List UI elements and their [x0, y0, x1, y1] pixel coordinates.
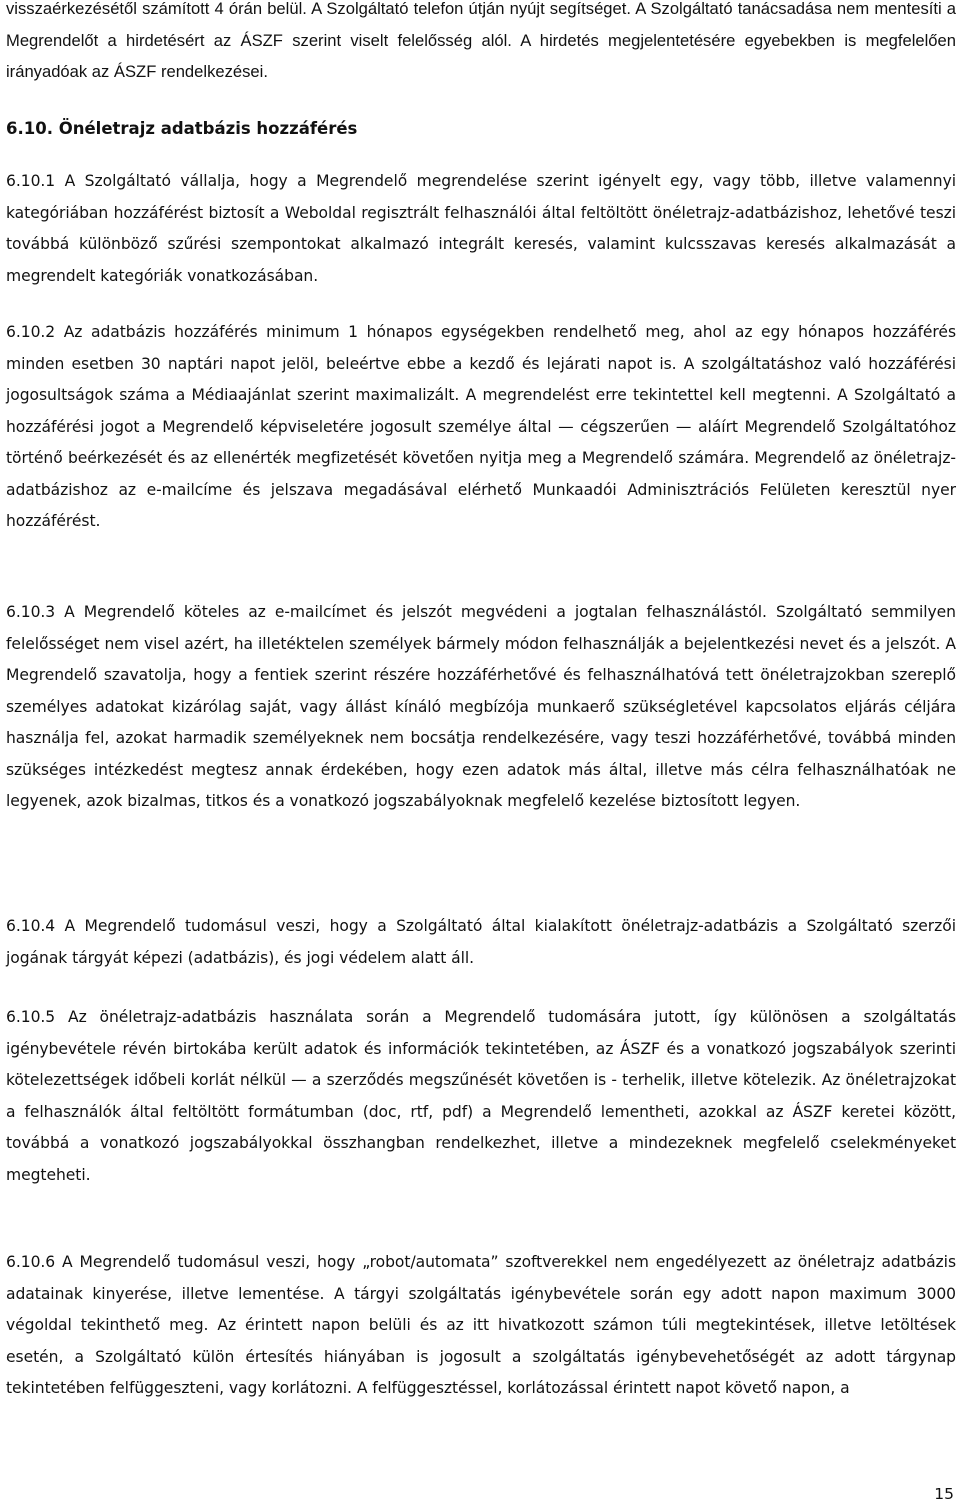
intro-paragraph: visszaérkezésétől számított 4 órán belül. A Szolgáltató telefon útján nyújt segítséget. A Szolgáltató tanácsadása nem mentesíti a Megrendelőt a hirdetésért az ÁSZF szerint viselt felelősség alól. A hirdetés megjelentetésére egyebekben is megfelelően irányadóak az ÁSZF rendelkezései.	[6, 0, 956, 81]
paragraph-6-10-3: 6.10.3 A Megrendelő köteles az e-mailcímet és jelszót megvédeni a jogtalan felhasználástól. Szolgáltató semmilyen felelősséget nem visel azért, ha illetéktelen személyek bármely módon felhasználják a bejelentkezési nevet és a jelszót. A Megrendelő szavatolja, hogy a fentiek szerint részére hozzáférhetővé és felhasználhatóvá tett önéletrajzokban szereplő személyes adatokat kizárólag saját, vagy állást kínáló megbízója munkaerő szükségletével kapcsolatos eljárás céljára használja fel, azokat harmadik személyeknek nem bocsátja rendelkezésére, vagy teszi hozzáférhetővé, továbbá minden szükséges intézkedést megtesz annak érdekében, hogy ezen adatok más által, illetve más célra felhasználhatóak ne legyenek, azok bizalmas, titkos és a vonatkozó jogszabályoknak megfelelő kezelése biztosított legyen.	[6, 603, 956, 810]
page-number: 15	[934, 1485, 954, 1503]
document-page	[6, 0, 956, 1397]
paragraph-6-10-6: 6.10.6 A Megrendelő tudomásul veszi, hogy „robot/automata” szoftverekkel nem engedélyezett az önéletrajz adatbázis adatainak kinyerése, illetve lementése. A tárgyi szolgáltatás igénybevétele során egy adott napon maximum 3000 végoldal tekinthető meg. Az érintett napon belüli és az itt hivatkozott számon túli megtekintések, illetve letöltések esetén, a Szolgáltató külön értesítés hiányában is jogosult a szolgáltatás igénybevehetőségét az adott tárgynap tekintetében felfüggeszteni, vagy korlátozni. A felfüggesztéssel, korlátozással érintett napot követő napon, a	[6, 1253, 956, 1397]
paragraph-6-10-4: 6.10.4 A Megrendelő tudomásul veszi, hogy a Szolgáltató által kialakított önéletrajz-adatbázis a Szolgáltató szerzői jogának tárgyát képezi (adatbázis), és jogi védelem alatt áll.	[6, 917, 956, 967]
paragraph-6-10-2: 6.10.2 Az adatbázis hozzáférés minimum 1 hónapos egységekben rendelhető meg, ahol az egy hónapos hozzáférés minden esetben 30 naptári napot jelöl, beleértve ebbe a kezdő és lejárati napot is. A szolgáltatáshoz való hozzáférési jogosultságok száma a Médiaajánlat szerint maximalizált. A megrendelést erre tekintettel kell megtenni. A Szolgáltató a hozzáférési jogot a Megrendelő képviseletére jogosult személye által — cégszerűen — aláírt Megrendelő Szolgáltatóhoz történő beérkezését és az ellenérték megfizetését követően nyitja meg a Megrendelő számára. Megrendelő az önéletrajz-adatbázishoz az e-mailcíme és jelszava megadásával elérhető Munkaadói Adminisztrációs Felületen keresztül nyer hozzáférést.	[6, 323, 956, 530]
section-heading: 6.10. Önéletrajz adatbázis hozzáférés	[6, 119, 358, 138]
paragraph-6-10-5: 6.10.5 Az önéletrajz-adatbázis használata során a Megrendelő tudomására jutott, így különösen a szolgáltatás igénybevétele révén birtokába került adatok és információk tekintetében, az ÁSZF és a vonatkozó jogszabályok szerinti kötelezettségek időbeli korlát nélkül — a szerződés megszűnését követően is - terhelik, illetve kötelezik. Az önéletrajzokat a felhasználók által feltöltött formátumban (doc, rtf, pdf) a Megrendelő lementheti, azokkal az ÁSZF keretei között, továbbá a vonatkozó jogszabályokkal összhangban rendelkezhet, illetve a mindezeknek megfelelő cselekményeket megteheti.	[6, 1008, 956, 1184]
paragraph-6-10-1: 6.10.1 A Szolgáltató vállalja, hogy a Megrendelő megrendelése szerint igényelt egy, vagy több, illetve valamennyi kategóriában hozzáférést biztosít a Weboldal regisztrált felhasználói által feltöltött önéletrajz-adatbázishoz, lehetővé teszi továbbá különböző szűrési szempontokat alkalmazó integrált keresés, valamint kulcsszavas keresés alkalmazását a megrendelt kategóriák vonatkozásában.	[6, 172, 956, 285]
